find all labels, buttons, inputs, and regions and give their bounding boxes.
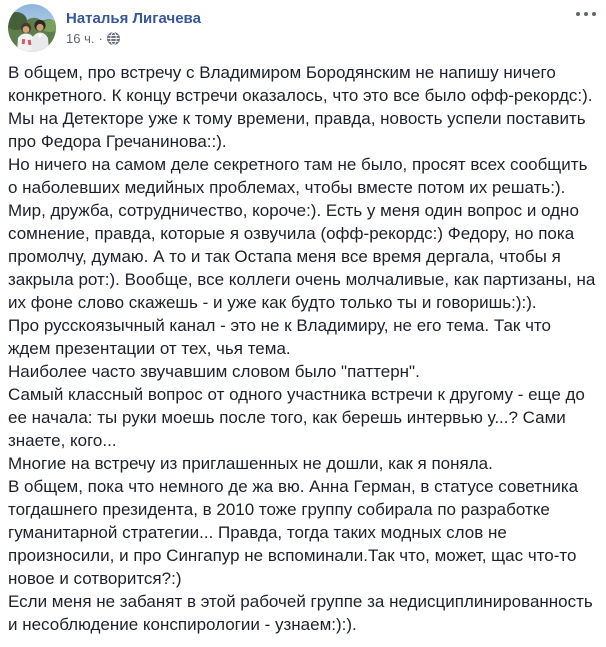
author-name-link[interactable]: Наталья Лигачева [66, 10, 201, 27]
post-paragraph: Но ничего на самом деле секретного там не было, просят всех сообщить о наболевших медийных проблемах, чтобы вместе потом их решать:). Мир, дружба, сотрудничество, короче:). Есть у меня один вопрос и одно сомнение, правда, которые я озвучила (офф-рекордс:) Федору, но пока промолчу, думаю. А то и так Остапа меня все время дергала, чтобы я закрыла рот:). Вообще, все коллеги очень молчаливые, как партизаны, на их фоне слово скажешь - и уже как будто только ты и говоришь:):). [8, 155, 601, 312]
post-paragraph: В общем, пока что немного де жа вю. Анна Герман, в статусе советника тогдашнего президента, в 2010 тоже группу собирала по разработке гуманитарной стратегии... Правда, тогда таких модных слов не произносили, и про Сингапур не вспоминали.Так что, может, щас что-то новое и сотворится?:) [8, 477, 583, 588]
post-header-info [66, 4, 201, 47]
post-options-button[interactable] [574, 8, 598, 20]
meta-separator: · [98, 31, 103, 46]
post-meta [66, 30, 201, 47]
ellipsis-icon [576, 12, 580, 16]
ellipsis-icon [584, 12, 588, 16]
post-paragraph: В общем, про встречу с Владимиром Бородянским не напишу ничего конкретного. К концу встречи оказалось, что это все было офф-рекордс:). Мы на Детекторе уже к тому времени, правда, новость успели поставить про Федора Гречанинова::). [8, 63, 598, 151]
globe-icon [107, 32, 120, 45]
post-paragraph: Если меня не забанят в этой рабочей группе за недисциплинированность и несоблюдение конспирологии - узнаем:):). [8, 592, 598, 634]
post-paragraph: Про русскоязычный канал - это не к Владимиру, не его тема. Так что ждем презентации от тех, чья тема. [8, 316, 556, 358]
post-header [0, 0, 606, 54]
post-paragraph: Многие на встречу из приглашенных не дошли, как я поняла. [8, 454, 493, 473]
post-body [0, 54, 606, 636]
post-paragraph: Самый классный вопрос от одного участника встречи к другому - еще до ее начала: ты руки моешь после того, как берешь интервью у...? Сами знаете, кого... [8, 385, 590, 450]
avatar-photo-icon [8, 4, 56, 52]
ellipsis-icon [592, 12, 596, 16]
timestamp-link[interactable]: 16 ч. [66, 31, 95, 46]
avatar[interactable] [8, 4, 56, 52]
post-paragraph: Наиболее часто звучавшим словом было "паттерн". [8, 362, 420, 381]
